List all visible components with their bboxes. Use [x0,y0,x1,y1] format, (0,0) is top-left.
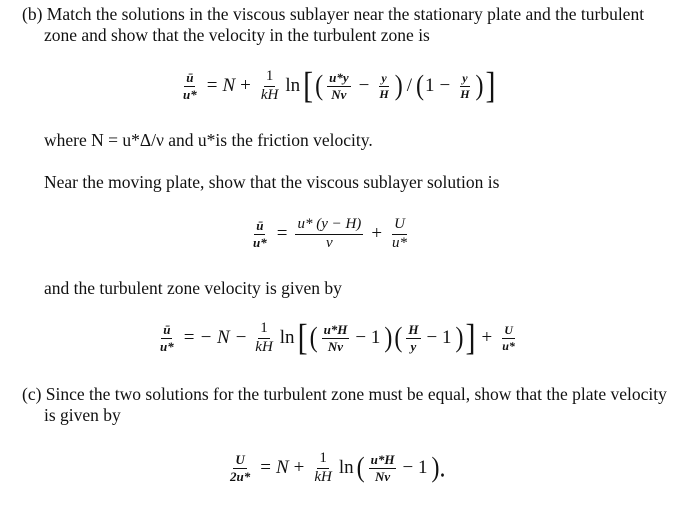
eq1-term-n: N [222,75,236,96]
eq1-frac-3 [458,72,471,100]
eq1-equals: = [206,75,218,96]
eq4-f1-den: Nν [374,468,391,484]
eq3-close-bracket: ] [465,316,476,358]
eq2-lhs-fraction [251,219,269,249]
eq1-plus: + [240,75,251,96]
eq3-coef-num: 1 [258,321,270,339]
eq4-close-paren: ). [431,452,446,484]
eq1-one: 1 [424,75,435,96]
eq4-lhs-fraction [228,453,252,483]
eq2-lhs-den: u* [253,234,267,250]
eq1-f3-den: H [460,86,470,101]
eq1-coef-num: 1 [264,69,276,87]
eq2-frac-1 [295,217,363,252]
eq3-lhs-fraction [158,323,176,353]
eq3-frac-1 [322,323,350,353]
eq4-term-n: N [275,457,289,478]
eq3-close-paren-2: ) [455,322,464,354]
eq3-frac-3 [500,324,517,352]
eq3-f1-den: Nν [327,338,344,354]
eq3-lhs-num: ū [163,321,171,337]
eq3-minus-n: − N − [199,327,248,348]
eq2-lhs-num: ū [256,217,264,233]
eq3-open-paren: ( [309,322,318,354]
part-b-intro-line2: zone and show that the velocity in the turbulent zone is [44,25,430,45]
part-b-intro-line1: (b) Match the solutions in the viscous sublayer near the stationary plate and the turbulent [22,4,645,24]
eq3-f1-num: u*H [323,321,348,337]
eq1-close-paren: ) [394,70,403,102]
eq3-frac-2 [406,323,420,353]
eq4-lhs-den: 2u* [230,468,251,484]
eq4-coef-num: 1 [317,451,329,469]
eq1-coef-fraction [259,69,281,104]
eq1-f2-den: H [379,86,389,101]
eq1-close-paren-2: ) [475,70,484,102]
equation-4 [225,440,446,496]
eq2-f1-num: u* (y − H) [295,217,363,235]
eq4-lhs-num: U [235,451,245,467]
eq1-f3-num: y [462,70,468,85]
eq3-minus-one-2: − 1 [426,327,452,348]
eq4-minus-one: − 1 [402,457,428,478]
eq3-close-paren: ) [384,322,393,354]
eq1-minus-2: − [439,75,451,96]
eq4-open-paren: ( [356,452,365,484]
near-moving-plate-text: Near the moving plate, show that the viscous sublayer solution is [44,172,500,192]
eq1-coef-den: kH [260,86,279,103]
eq1-open-bracket: [ [303,64,314,106]
eq4-equals: = [260,457,271,478]
eq3-coef-den: kH [255,338,273,355]
eq1-f2-num: y [381,70,387,85]
eq2-f2-den: u* [392,234,408,251]
eq4-plus: + [293,457,305,478]
eq2-equals: = [276,223,288,244]
eq2-f2-num: U [392,217,407,235]
eq1-open-paren: ( [315,70,324,102]
eq3-open-paren-2: ( [394,322,403,354]
part-c-line1: (c) Since the two solutions for the turbulent zone must be equal, show that the plate velocity [22,384,667,404]
eq3-coef-fraction [253,321,275,356]
equation-3 [155,310,520,366]
eq3-f3-den: u* [502,338,515,353]
eq3-f3-num: U [504,322,513,337]
eq2-f1-den: ν [326,234,333,251]
eq3-open-bracket: [ [297,316,308,358]
eq4-coef-den: kH [314,468,332,485]
eq1-frac-2 [377,72,390,100]
eq4-ln: ln [338,457,354,478]
eq1-lhs-den: u* [183,86,197,102]
eq4-frac-1 [369,453,397,483]
where-text: where N = u*Δ/ν and u*is the friction velocity. [44,130,373,150]
eq3-equals: = [183,327,195,348]
eq1-f1-num: u*y [329,69,349,85]
eq2-plus: + [371,223,383,244]
eq1-ln: ln [285,75,301,96]
eq3-lhs-den: u* [160,338,174,354]
eq3-f2-num: H [408,321,419,337]
eq4-f1-num: u*H [370,451,395,467]
eq3-minus-one: − 1 [355,327,381,348]
equation-1 [178,58,497,114]
eq1-f1-den: Nν [331,86,347,102]
eq1-open-paren-2: ( [415,70,424,102]
eq4-coef-fraction [312,451,334,486]
part-c-line2: is given by [44,405,121,425]
eq3-f2-den: y [410,338,417,354]
eq1-minus: − [358,75,370,96]
turbulent-zone-text: and the turbulent zone velocity is given by [44,278,342,298]
eq1-lhs-fraction [181,71,199,101]
eq1-slash: / [406,75,412,96]
eq3-ln: ln [279,327,295,348]
eq1-close-bracket: ] [485,64,496,106]
eq1-lhs-num: ū [186,69,194,85]
equation-2 [248,208,412,260]
eq3-plus: + [481,327,493,348]
eq1-frac-1 [327,71,351,101]
eq2-frac-2 [390,217,409,252]
